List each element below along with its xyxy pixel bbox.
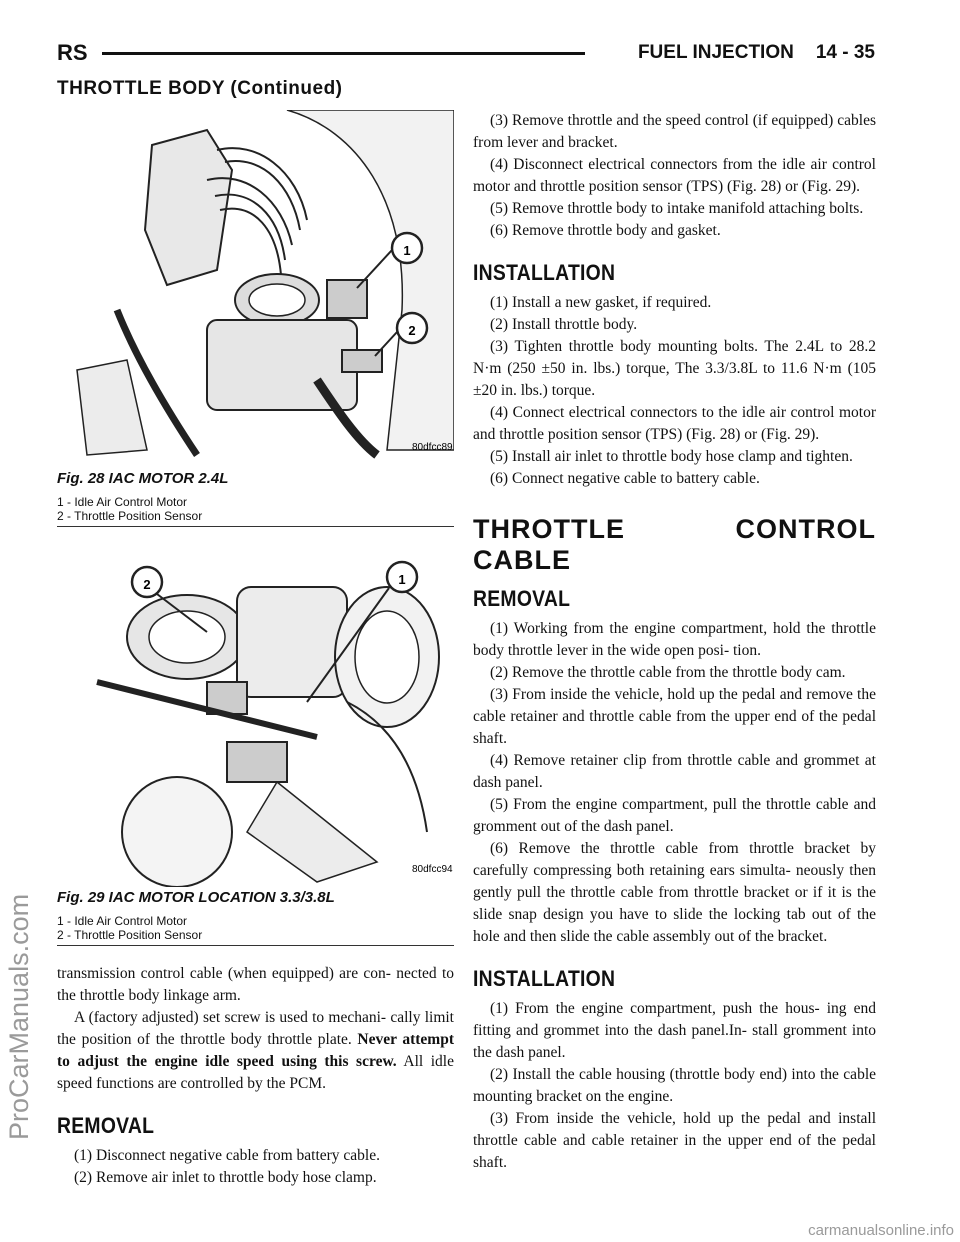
header-page-number: 14 - 35 — [815, 42, 875, 63]
header-vehicle-code: RS — [57, 40, 88, 65]
legend-item: 1 - Idle Air Control Motor — [57, 914, 188, 928]
section-continued-title: THROTTLE BODY (Continued) — [57, 78, 343, 99]
legend-item: 2 - Throttle Position Sensor — [57, 509, 203, 523]
figure-29-callout-2: 2 — [143, 577, 151, 592]
legend-item: 1 - Idle Air Control Motor — [57, 495, 188, 509]
header-section — [616, 42, 875, 64]
step: (5) From the engine compartment, pull the throttle cable and gromment out of the dash panel. — [473, 796, 876, 835]
step: (2) Install the cable housing (throttle body end) into the cable mounting bracket on the engine. — [473, 1066, 876, 1105]
watermark-side: ProCarManuals.com — [4, 893, 34, 1140]
header-section-title: FUEL INJECTION — [637, 42, 794, 63]
figure-28-code: 80dfcc89 — [412, 442, 453, 453]
step: (5) Install air inlet to throttle body hose clamp and tighten. — [490, 448, 853, 465]
step: (3) From inside the vehicle, hold up the pedal and remove the cable retainer and throttle cable from the upper end of the pedal shaft. — [473, 686, 876, 747]
figure-29-legend — [57, 914, 454, 945]
figure-28-title: Fig. 28 IAC MOTOR 2.4L — [57, 470, 229, 487]
figure-28-legend — [57, 495, 454, 526]
right-column-text — [473, 110, 876, 1174]
paragraph-text: All idle speed functions are controlled by the PCM. — [57, 1053, 454, 1092]
figure-28-callout-2: 2 — [408, 323, 416, 338]
step: (1) Working from the engine compartment, hold the throttle body throttle lever in the wide open posi- tion. — [473, 620, 876, 659]
left-column-text — [57, 963, 454, 1189]
step: (5) Remove throttle body to intake manifold attaching bolts. — [490, 200, 864, 217]
step: (4) Disconnect electrical connectors from the idle air control motor and throttle position sensor (TPS) (Fig. 28) or (Fig. 29). — [473, 156, 876, 195]
step: (4) Remove retainer clip from throttle cable and grommet at dash panel. — [473, 752, 876, 791]
legend-item: 2 - Throttle Position Sensor — [57, 928, 203, 942]
tcc-removal-heading: REMOVAL — [473, 586, 571, 611]
figure-29-code: 80dfcc94 — [412, 864, 453, 875]
watermark-bottom: carmanualsonline.info — [808, 1222, 954, 1239]
paragraph-set-screw — [57, 1007, 454, 1095]
step: (1) From the engine compartment, push the hous- ing end fitting and grommet into the dash panel.In- stall gromment into the dash panel. — [473, 1000, 876, 1061]
step: (4) Connect electrical connectors to the idle air control motor and throttle position sensor (TPS) (Fig. 28) or (Fig. 29). — [473, 404, 876, 443]
installation-heading: INSTALLATION — [473, 260, 616, 285]
figure-29-callout-1: 1 — [398, 572, 406, 587]
page-header — [57, 40, 875, 68]
step: (3) Remove throttle and the speed control (if equipped) cables from lever and bracket. — [473, 112, 876, 151]
step: (3) Tighten throttle body mounting bolts. The 2.4L to 28.2 N·m (250 ±50 in. lbs.) torque, The 3.3/3.8L to 11.6 N·m (105 ±20 in. lbs.) torque. — [473, 338, 876, 399]
figure-28 — [57, 110, 454, 527]
removal-heading: REMOVAL — [57, 1113, 155, 1138]
paragraph-text: A (factory adjusted) set screw is used to mechani- cally limit the position of the throttle body throttle plate. — [57, 1009, 454, 1048]
step: (2) Install throttle body. — [490, 316, 638, 333]
warning-text: Never attempt to adjust the engine idle speed using this screw. — [57, 1031, 454, 1070]
paragraph: transmission control cable (when equipped) are con- nected to the throttle body linkage arm. — [57, 965, 454, 1004]
step: (3) From inside the vehicle, hold up the pedal and install throttle cable and cable retainer in the upper end of the pedal shaft. — [473, 1110, 876, 1171]
step: (1) Disconnect negative cable from battery cable. — [74, 1147, 380, 1164]
figure-29-illustration — [57, 532, 454, 887]
step: (2) Remove the throttle cable from the throttle body cam. — [490, 664, 846, 681]
throttle-control-cable-heading: THROTTLE CONTROL CABLE — [473, 514, 876, 575]
figure-29 — [57, 532, 454, 946]
tcc-installation-heading: INSTALLATION — [473, 966, 616, 991]
figure-29-title: Fig. 29 IAC MOTOR LOCATION 3.3/3.8L — [57, 889, 335, 906]
figure-28-illustration — [57, 110, 454, 468]
step: (6) Remove the throttle cable from throttle bracket by carefully compressing both retaining ears simulta- neously then gently pull the throttle cable from throttle bracket or if it is the slide snap design you have to slide the locking tab out of the hole and then slide the cable assembly out of the bracket. — [473, 840, 876, 945]
step: (1) Install a new gasket, if required. — [490, 294, 712, 311]
step: (2) Remove air inlet to throttle body hose clamp. — [74, 1169, 377, 1186]
step: (6) Connect negative cable to battery cable. — [490, 470, 760, 487]
header-rule — [102, 52, 585, 55]
step: (6) Remove throttle body and gasket. — [490, 222, 721, 239]
figure-28-callout-1: 1 — [403, 243, 411, 258]
